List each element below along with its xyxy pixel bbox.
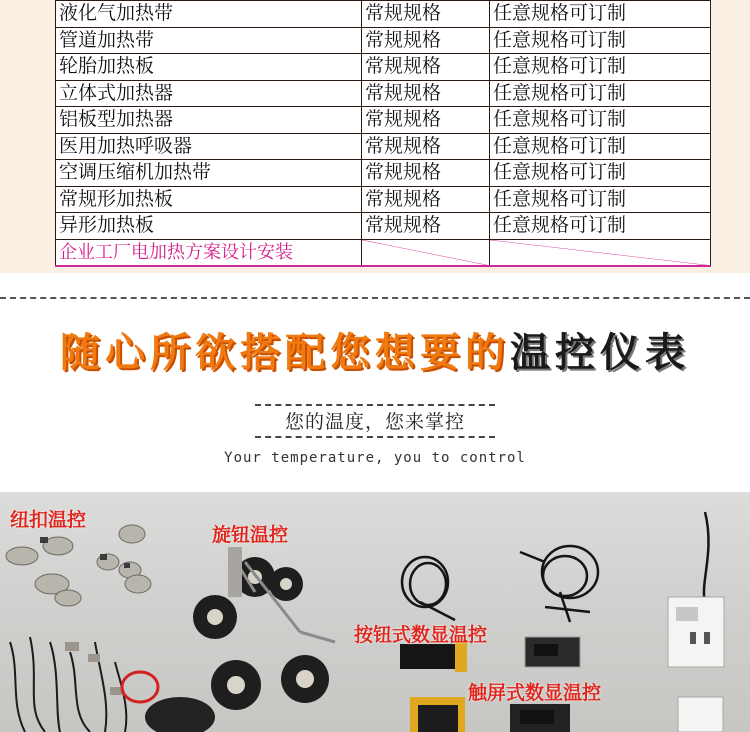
table-row bbox=[56, 54, 711, 81]
cell-product-name: 铝板型加热器 bbox=[56, 107, 362, 134]
cell-empty-diagonal bbox=[490, 239, 711, 266]
table-row bbox=[56, 160, 711, 187]
cell-standard-spec: 常规规格 bbox=[362, 213, 490, 240]
label-touch-digital-thermostat: 触屏式数显温控 bbox=[468, 682, 602, 704]
cell-standard-spec: 常规规格 bbox=[362, 186, 490, 213]
label-key-digital-thermostat: 按钮式数显温控 bbox=[354, 624, 488, 646]
cell-product-name: 立体式加热器 bbox=[56, 80, 362, 107]
cell-custom-spec: 任意规格可订制 bbox=[490, 27, 711, 54]
product-photo-illustration bbox=[0, 492, 750, 732]
headline-black-text: 温控仪表 bbox=[510, 330, 690, 376]
cell-custom-spec: 任意规格可订制 bbox=[490, 160, 711, 187]
cell-custom-spec: 任意规格可订制 bbox=[490, 133, 711, 160]
diagonal-line-icon bbox=[362, 240, 489, 266]
label-knob-thermostat: 旋钮温控 bbox=[212, 524, 289, 546]
cell-standard-spec: 常规规格 bbox=[362, 54, 490, 81]
table-row bbox=[56, 80, 711, 107]
cell-custom-spec: 任意规格可订制 bbox=[490, 186, 711, 213]
cell-standard-spec: 常规规格 bbox=[362, 1, 490, 28]
cell-product-name: 常规形加热板 bbox=[56, 186, 362, 213]
subtitle-dash-bottom bbox=[255, 436, 495, 438]
cell-custom-spec: 任意规格可订制 bbox=[490, 1, 711, 28]
product-photo bbox=[0, 492, 750, 732]
knob-thermostats bbox=[145, 547, 335, 732]
cell-product-name: 轮胎加热板 bbox=[56, 54, 362, 81]
table-row bbox=[56, 213, 711, 240]
cell-product-name: 异形加热板 bbox=[56, 213, 362, 240]
subtitle-chinese bbox=[0, 404, 750, 438]
cell-product-name: 医用加热呼吸器 bbox=[56, 133, 362, 160]
promo-headline bbox=[0, 328, 750, 378]
subtitle-english: Your temperature, you to control bbox=[224, 450, 526, 466]
label-button-thermostat: 纽扣温控 bbox=[10, 509, 87, 531]
cell-custom-spec: 任意规格可订制 bbox=[490, 80, 711, 107]
cell-empty-diagonal bbox=[362, 239, 490, 266]
cell-custom-spec: 任意规格可订制 bbox=[490, 213, 711, 240]
spec-table bbox=[55, 0, 711, 267]
wire-thermostats bbox=[10, 637, 126, 732]
table-row bbox=[56, 27, 711, 54]
coiled-sensor-wires bbox=[402, 512, 709, 622]
subtitle-chinese-text: 您的温度，您来掌控 bbox=[284, 411, 465, 433]
cell-standard-spec: 常规规格 bbox=[362, 27, 490, 54]
cell-custom-spec: 任意规格可订制 bbox=[490, 54, 711, 81]
diagonal-line-icon bbox=[490, 240, 710, 266]
cell-standard-spec: 常规规格 bbox=[362, 80, 490, 107]
section-divider bbox=[0, 297, 750, 299]
table-row bbox=[56, 1, 711, 28]
cell-product-name: 管道加热带 bbox=[56, 27, 362, 54]
spec-table-section bbox=[0, 0, 750, 273]
cell-product-name: 液化气加热带 bbox=[56, 1, 362, 28]
cell-product-name: 空调压缩机加热带 bbox=[56, 160, 362, 187]
cell-standard-spec: 常规规格 bbox=[362, 133, 490, 160]
cell-standard-spec: 常规规格 bbox=[362, 160, 490, 187]
headline-orange-text: 随心所欲搭配您想要的 bbox=[60, 330, 510, 376]
table-footer-row bbox=[56, 239, 711, 266]
cell-standard-spec: 常规规格 bbox=[362, 107, 490, 134]
plug-in-controller bbox=[668, 597, 724, 732]
cell-custom-spec: 任意规格可订制 bbox=[490, 107, 711, 134]
table-row bbox=[56, 186, 711, 213]
cell-solution-text: 企业工厂电加热方案设计安装 bbox=[56, 239, 362, 266]
table-row bbox=[56, 107, 711, 134]
table-row bbox=[56, 133, 711, 160]
